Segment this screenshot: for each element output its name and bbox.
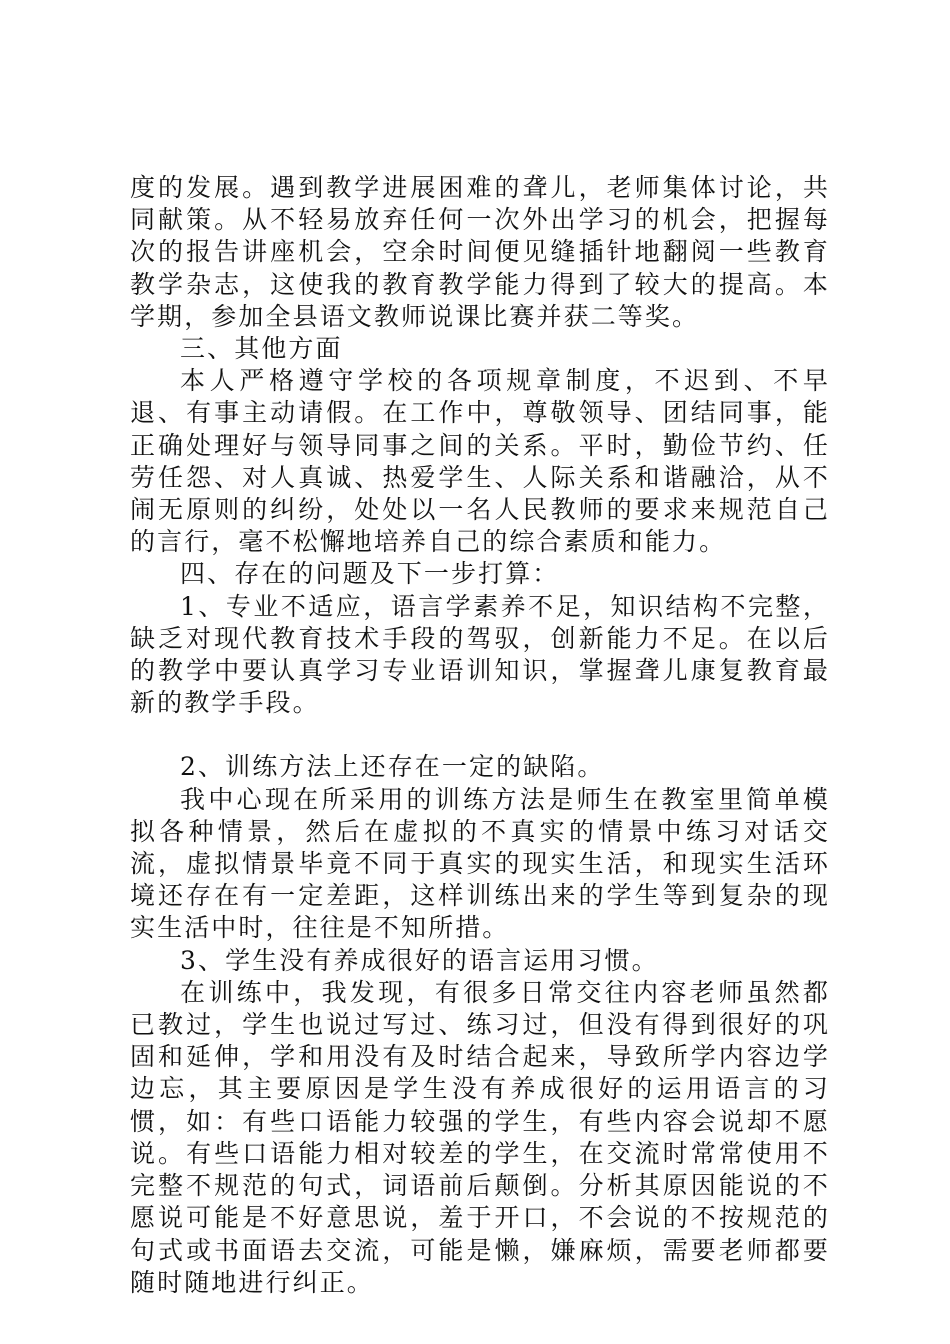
paragraph-spacer xyxy=(130,719,830,751)
paragraph-conduct: 本人严格遵守学校的各项规章制度，不迟到、不早退、有事主动请假。在工作中，尊敬领导、团结同事，能正确处理好与领导同事之间的关系。平时，勤俭节约、任劳任怨、对人真诚、热爱学生、人际关系和谐融洽，从不闹无原则的纠纷，处处以一名人民教师的要求来规范自己的言行，毫不松懈地培养自己的综合素质和能力。 xyxy=(130,366,830,557)
paragraph-problem-1: 1、专业不适应，语言学素养不足，知识结构不完整，缺乏对现代教育技术手段的驾驭，创新能力不足。在以后的教学中要认真学习专业语训知识，掌握聋儿康复教育最新的教学手段。 xyxy=(130,591,830,718)
paragraph-language-habits: 在训练中，我发现，有很多日常交往内容老师虽然都已教过，学生也说过写过、练习过，但没有得到很好的巩固和延伸，学和用没有及时结合起来，导致所学内容边学边忘，其主要原因是学生没有养成很好的运用语言的习惯，如：有些口语能力较强的学生，有些内容会说却不愿说。有些口语能力相对较差的学生，在交流时常常使用不完整不规范的句式，词语前后颠倒。分析其原因能说的不愿说可能是不好意思说，羞于开口，不会说的不按规范的句式或书面语去交流，可能是懒，嫌麻烦，需要老师都要随时随地进行纠正。 xyxy=(130,977,830,1297)
heading-problem-2: 2、训练方法上还存在一定的缺陷。 xyxy=(180,752,605,782)
heading-problem-3: 3、学生没有养成很好的语言运用习惯。 xyxy=(180,945,659,975)
heading-problems-and-plans: 四、存在的问题及下一步打算： xyxy=(180,559,560,589)
paragraph-work-development: 度的发展。遇到教学进展困难的聋儿，老师集体讨论，共同献策。从不轻易放弃任何一次外出学习的机会，把握每次的报告讲座机会，空余时间便见缝插针地翻阅一些教育教学杂志，这使我的教育教学能力得到了较大的提高。本学期，参加全县语文教师说课比赛并获二等奖。 xyxy=(130,173,830,331)
document-page xyxy=(130,172,830,1299)
heading-other-aspects: 三、其他方面 xyxy=(180,334,343,364)
paragraph-training-methods: 我中心现在所采用的训练方法是师生在教室里简单模拟各种情景，然后在虚拟的不真实的情景中练习对话交流，虚拟情景毕竟不同于真实的现实生活，和现实生活环境还存在有一定差距，这样训练出来的学生等到复杂的现实生活中时，往往是不知所措。 xyxy=(130,784,830,943)
